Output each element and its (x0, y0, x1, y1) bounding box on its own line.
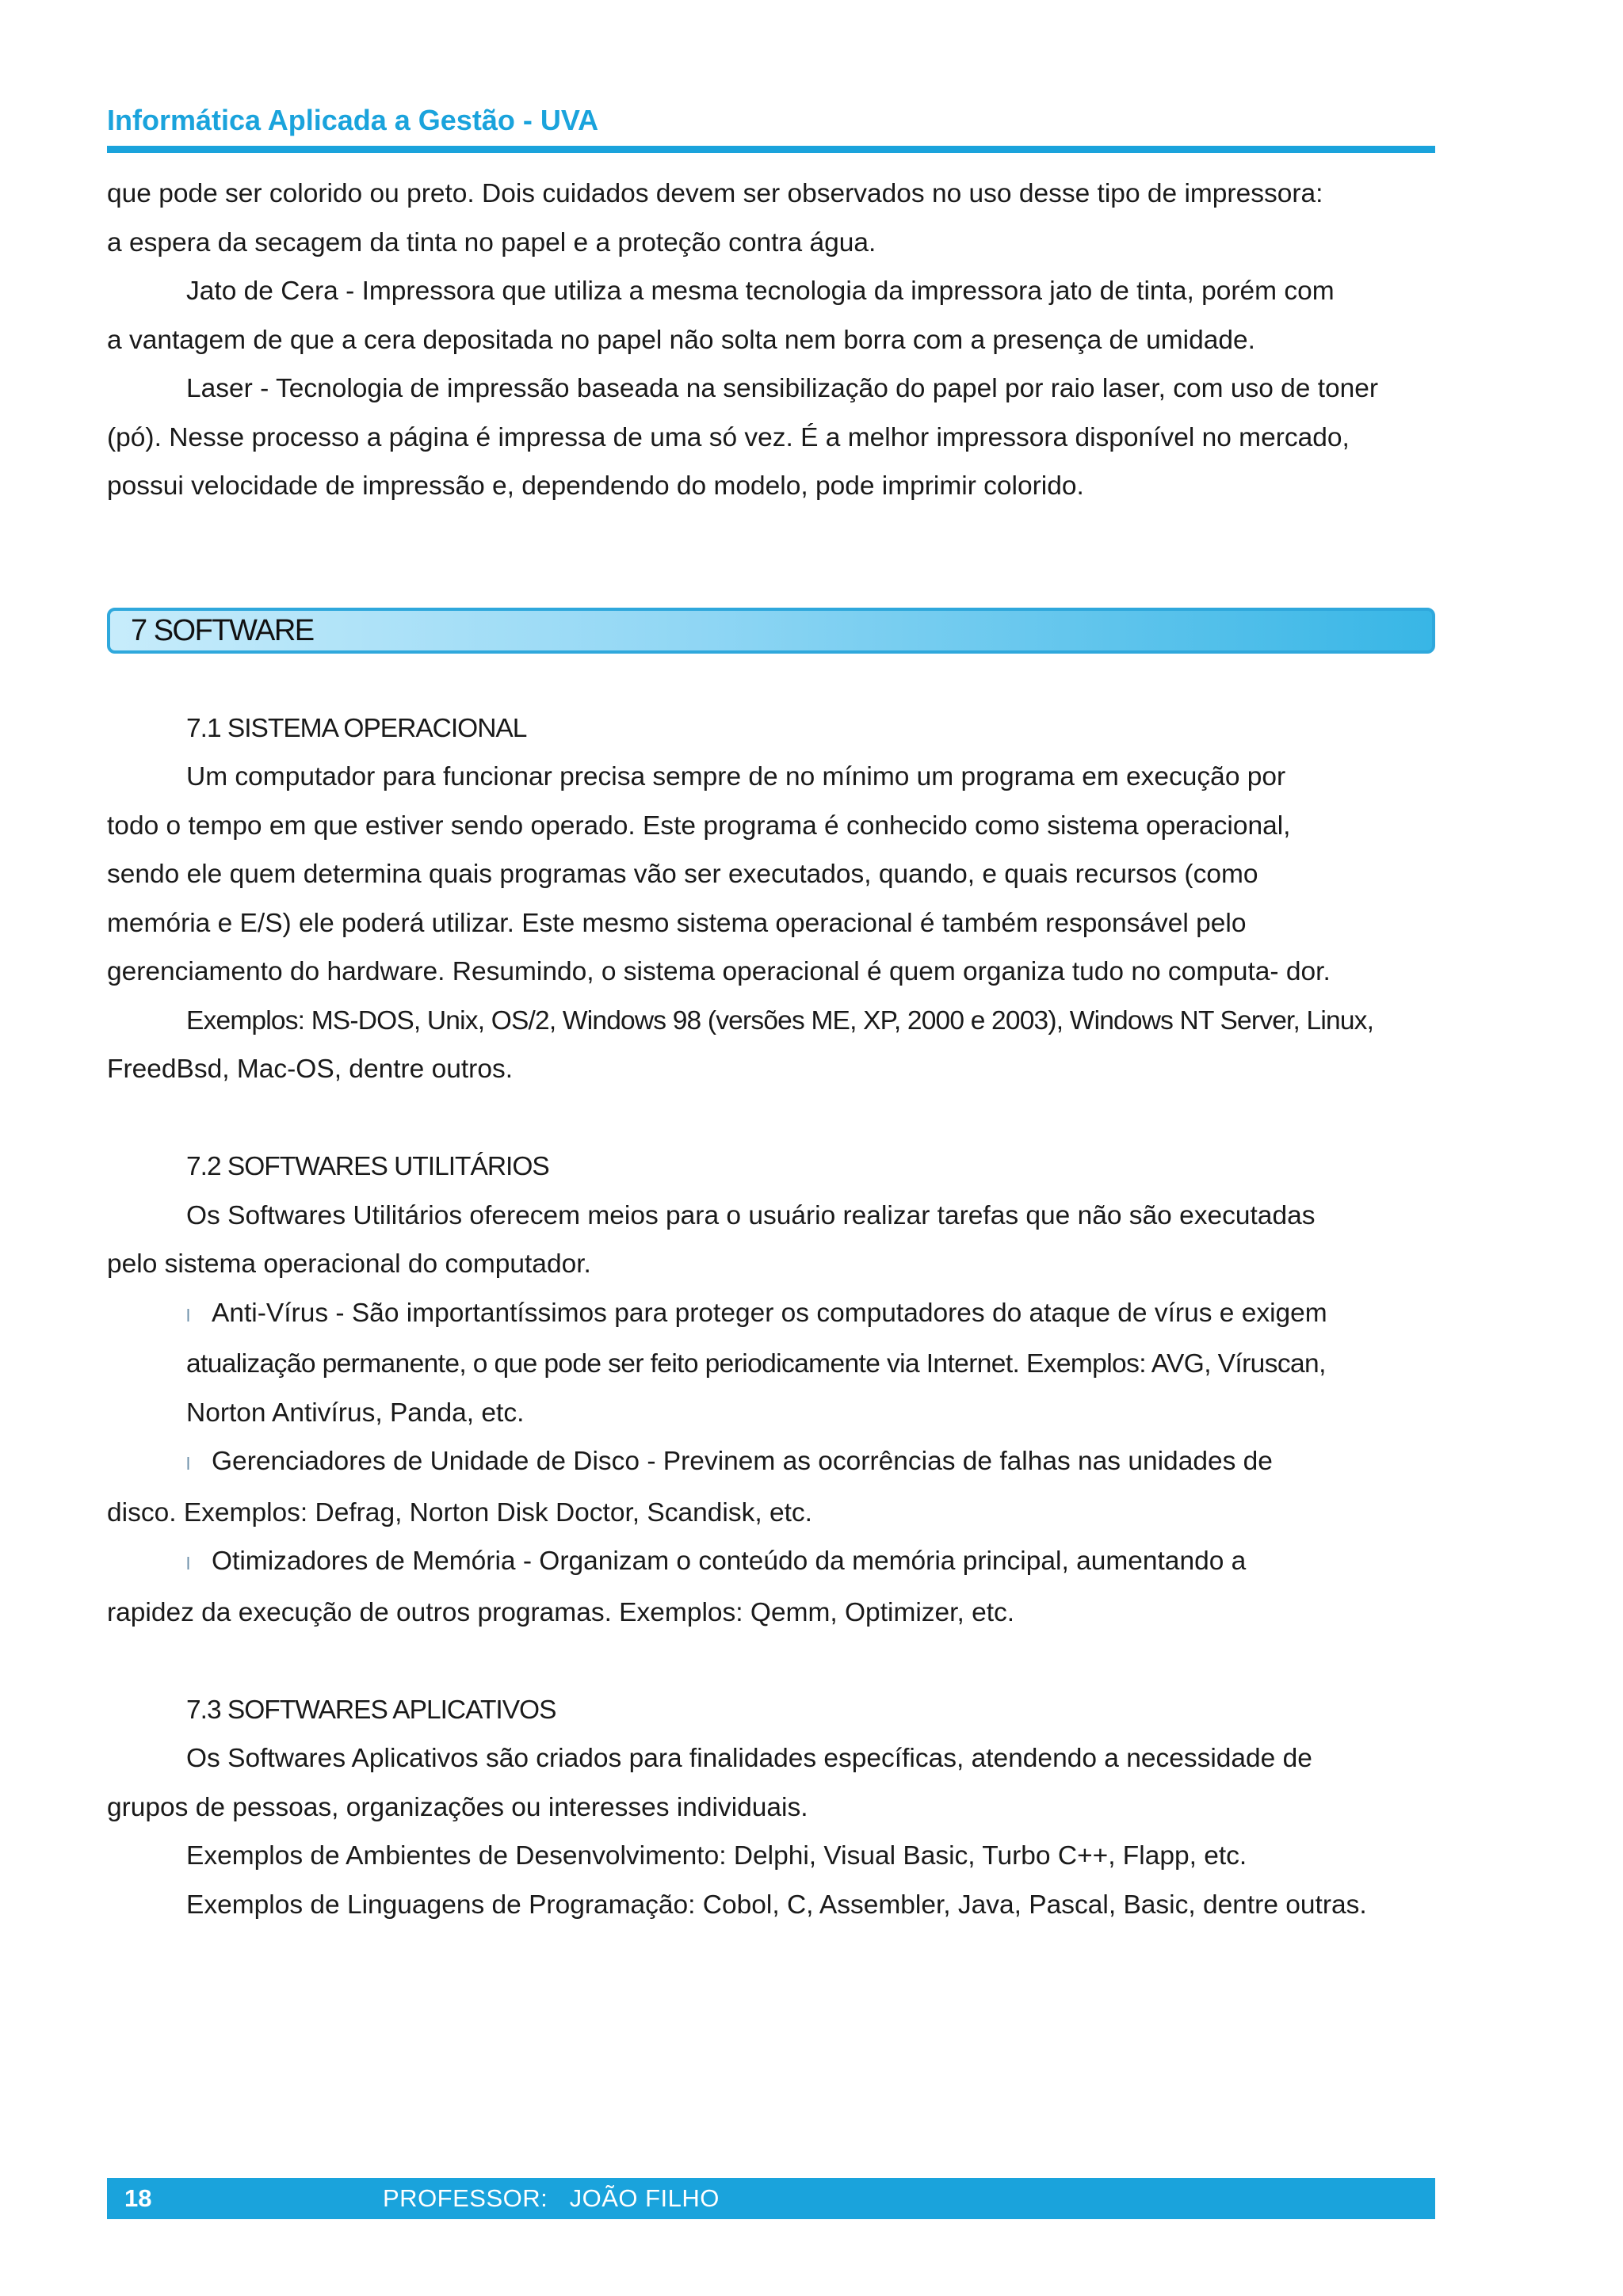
header-divider (107, 146, 1435, 153)
paragraph-line: disco. Exemplos: Defrag, Norton Disk Doctor, Scandisk, etc. (107, 1497, 812, 1527)
paragraph-line: possui velocidade de impressão e, dependendo do modelo, pode imprimir colorido. (107, 471, 1084, 501)
list-item-text: Otimizadores de Memória - Organizam o conteúdo da memória principal, aumentando a (212, 1547, 1247, 1576)
list-item (107, 1537, 1435, 1589)
paragraph-line: rapidez da execução de outros programas. Exemplos: Qemm, Optimizer, etc. (107, 1597, 1015, 1627)
bullet-icon: l (186, 1554, 190, 1573)
subsection-title: 7.3 SOFTWARES APLICATIVOS (186, 1695, 556, 1725)
paragraph-line: Exemplos: MS-DOS, Unix, OS/2, Windows 98 (versões ME, XP, 2000 e 2003), Windows NT Server, Linux, (186, 1005, 1374, 1035)
paragraph-line: Norton Antivírus, Panda, etc. (186, 1398, 525, 1428)
paragraph-line: a vantagem de que a cera depositada no papel não solta nem borra com a presença de umidade. (107, 325, 1255, 355)
paragraph-line: (pó). Nesse processo a página é impressa de uma só vez. É a melhor impressora disponível no mercado, (107, 422, 1350, 452)
paragraph-line: pelo sistema operacional do computador. (107, 1249, 591, 1279)
paragraph-line: todo o tempo em que estiver sendo operado. Este programa é conhecido como sistema operacional, (107, 810, 1291, 841)
paragraph-line: sendo ele quem determina quais programas vão ser executados, quando, e quais recursos (como (107, 860, 1258, 889)
list-item-text: Gerenciadores de Unidade de Disco - Previnem as ocorrências de falhas nas unidades de (212, 1447, 1273, 1476)
paragraph-line: memória e E/S) ele poderá utilizar. Este mesmo sistema operacional é também responsável pelo (107, 908, 1247, 938)
subsection-title: 7.1 SISTEMA OPERACIONAL (186, 713, 527, 743)
paragraph-line: Os Softwares Utilitários oferecem meios para o usuário realizar tarefas que não são executadas (186, 1200, 1316, 1230)
list-item (107, 1437, 1435, 1489)
page-header (107, 98, 1435, 153)
paragraph-line: Laser - Tecnologia de impressão baseada na sensibilização do papel por raio laser, com uso de toner (186, 374, 1379, 403)
paragraph-line: gerenciamento do hardware. Resumindo, o sistema operacional é quem organiza tudo no computa- dor. (107, 957, 1331, 986)
section-heading-bar (107, 608, 1435, 654)
paragraph-line: Um computador para funcionar precisa sempre de no mínimo um programa em execução por (186, 762, 1286, 791)
paragraph-line: atualização permanente, o que pode ser feito periodicamente via Internet. Exemplos: AVG, Víruscan, (186, 1349, 1326, 1379)
footer-professor: PROFESSOR: JOÃO FILHO (383, 2184, 720, 2212)
page-number: 18 (124, 2184, 152, 2212)
bullet-icon: l (186, 1454, 190, 1474)
paragraph-line: que pode ser colorido ou preto. Dois cuidados devem ser observados no uso desse tipo de impressora: (107, 179, 1323, 208)
paragraph-line: Os Softwares Aplicativos são criados para finalidades específicas, atendendo a necessidade de (186, 1744, 1312, 1773)
page-footer (107, 2178, 1435, 2219)
paragraph-line: Exemplos de Ambientes de Desenvolvimento: Delphi, Visual Basic, Turbo C++, Flapp, etc. (186, 1841, 1247, 1871)
list-item-text: Anti-Vírus - São importantíssimos para proteger os computadores do ataque de vírus e exigem (212, 1298, 1327, 1328)
paragraph-line: grupos de pessoas, organizações ou interesses individuais. (107, 1792, 808, 1822)
section-title: 7 SOFTWARE (131, 613, 314, 647)
document-title: Informática Aplicada a Gestão - UVA (107, 104, 599, 136)
paragraph-line: a espera da secagem da tinta no papel e a proteção contra água. (107, 227, 876, 257)
page-content (107, 170, 1435, 1929)
paragraph-line: Exemplos de Linguagens de Programação: Cobol, C, Assembler, Java, Pascal, Basic, dentre outras. (186, 1890, 1367, 1920)
paragraph-line: Jato de Cera - Impressora que utiliza a mesma tecnologia da impressora jato de tinta, porém com (186, 277, 1335, 306)
paragraph-line: FreedBsd, Mac-OS, dentre outros. (107, 1055, 514, 1084)
bullet-icon: l (186, 1305, 190, 1325)
subsection-title: 7.2 SOFTWARES UTILITÁRIOS (186, 1152, 549, 1181)
list-item (107, 1289, 1435, 1341)
